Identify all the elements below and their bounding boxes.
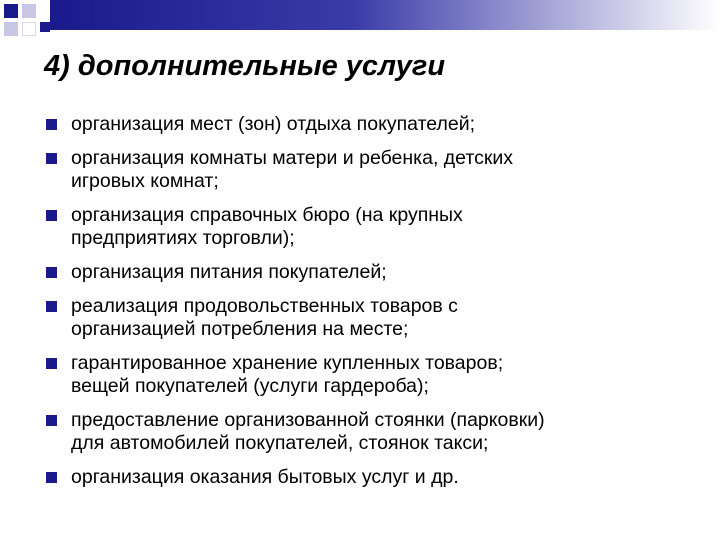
list-item	[44, 466, 694, 489]
square-bullet-icon	[46, 415, 57, 426]
square-bullet-icon	[46, 267, 57, 278]
list-item	[44, 261, 694, 284]
square-bullet-icon	[46, 301, 57, 312]
square-bullet-icon	[46, 210, 57, 221]
decorative-square	[22, 22, 36, 36]
list-item-text: организация оказания бытовых услуг и др.	[71, 466, 459, 488]
list-item-text-continued: для автомобилей покупателей, стоянок такси;	[71, 432, 489, 454]
list-item-text: организация мест (зон) отдыха покупателей;	[71, 113, 476, 135]
square-bullet-icon	[46, 153, 57, 164]
square-bullet-icon	[46, 472, 57, 483]
list-item-text: предоставление организованной стоянки (парковки)	[71, 409, 545, 431]
list-item-text: организация справочных бюро (на крупных	[71, 204, 463, 226]
header-gradient-bar	[50, 0, 720, 30]
list-item-text-continued: игровых комнат;	[71, 170, 219, 192]
list-item-text-continued: вещей покупателей (услуги гардероба);	[71, 375, 429, 397]
bullet-list	[44, 113, 694, 500]
list-item-text: гарантированное хранение купленных товаров;	[71, 352, 504, 374]
slide-title: 4) дополнительные услуги	[44, 50, 446, 82]
square-bullet-icon	[46, 358, 57, 369]
list-item-text: реализация продовольственных товаров с	[71, 295, 458, 317]
list-item	[44, 352, 694, 398]
list-item-text-continued: предприятиях торговли);	[71, 227, 295, 249]
decorative-square	[4, 4, 18, 18]
list-item	[44, 204, 694, 250]
list-item	[44, 147, 694, 193]
list-item	[44, 113, 694, 136]
list-item-text: организация комнаты матери и ребенка, детских	[71, 147, 513, 169]
list-item-text: организация питания покупателей;	[71, 261, 387, 283]
decorative-square	[40, 22, 50, 32]
list-item	[44, 295, 694, 341]
list-item	[44, 409, 694, 455]
decorative-square	[22, 4, 36, 18]
decorative-square	[4, 22, 18, 36]
header-decoration	[0, 0, 720, 44]
square-bullet-icon	[46, 119, 57, 130]
list-item-text-continued: организацией потребления на месте;	[71, 318, 409, 340]
